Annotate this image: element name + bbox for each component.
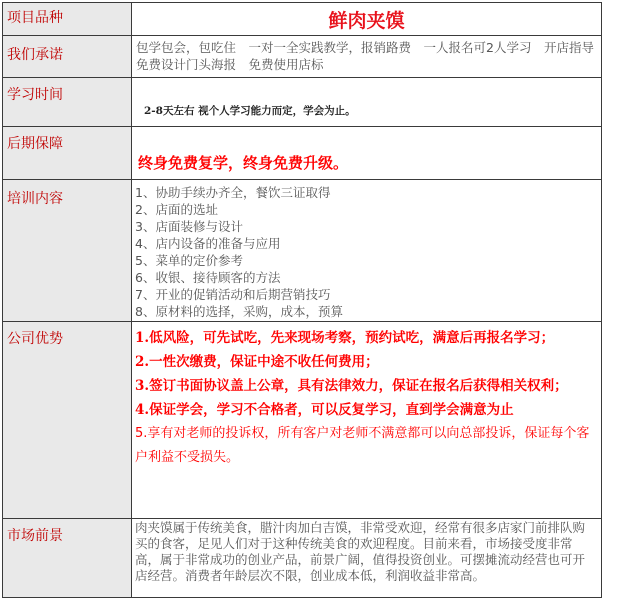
row-advantages bbox=[3, 322, 601, 519]
training-item: 5、菜单的定价参考 bbox=[135, 253, 243, 268]
label-product: 项目品种 bbox=[3, 3, 132, 35]
advantage-item: 1.低风险，可先试吃，先来现场考察，预约试吃，满意后再报名学习； bbox=[135, 330, 555, 346]
market-text: 肉夹馍属于传统美食，腊汁肉加白吉馍，非常受欢迎，经常有很多店家门前排队购买的食客，足见人们对于这种传统美食的欢迎程度。目前来看，市场接受度非常高，属于非常成功的创业产品，前景广阔，值得投资创业。可摆摊流动经营也可开店经营。消费者年龄层次不限，创业成本低，利润收益非常高。 bbox=[135, 520, 586, 583]
advantage-item: 3.签订书面协议盖上公章，具有法律效力，保证在报名后获得相关权利； bbox=[135, 378, 568, 394]
training-item: 2、店面的选址 bbox=[135, 202, 218, 217]
training-item: 7、开业的促销活动和后期营销技巧 bbox=[135, 287, 331, 302]
label-promise: 我们承诺 bbox=[3, 36, 132, 77]
label-guarantee: 后期保障 bbox=[3, 127, 132, 179]
label-duration: 学习时间 bbox=[3, 78, 132, 126]
advantage-item: 5.享有对老师的投诉权，所有客户对老师不满意都可以向总部投诉，保证每个客户利益不受损失。 bbox=[135, 426, 590, 465]
info-table bbox=[2, 2, 607, 598]
training-item: 1、协助手续办齐全，餐饮三证取得 bbox=[135, 185, 331, 200]
row-product bbox=[3, 3, 601, 36]
row-market bbox=[3, 519, 601, 597]
training-item: 4、店内设备的准备与应用 bbox=[135, 236, 281, 251]
advantages-list bbox=[132, 322, 601, 518]
guarantee-text: 终身免费复学，终身免费升级。 bbox=[138, 154, 349, 172]
training-item: 3、店面装修与设计 bbox=[135, 219, 243, 234]
advantage-item: 4.保证学会，学习不合格者，可以反复学习，直到学会满意为止 bbox=[135, 402, 514, 418]
duration-text: 2-8天左右 视个人学习能力而定，学会为止。 bbox=[144, 105, 356, 117]
row-training bbox=[3, 180, 601, 322]
label-advantages: 公司优势 bbox=[3, 322, 132, 518]
row-promise bbox=[3, 36, 607, 78]
product-name: 鲜肉夹馍 bbox=[328, 10, 405, 32]
row-guarantee bbox=[3, 127, 601, 180]
training-item: 8、原材料的选择，采购，成本，预算 bbox=[135, 304, 343, 319]
training-item: 6、收银、接待顾客的方法 bbox=[135, 270, 281, 285]
label-training: 培训内容 bbox=[3, 180, 132, 321]
label-market: 市场前景 bbox=[3, 519, 132, 597]
row-duration bbox=[3, 78, 601, 127]
advantage-item: 2.一性次缴费，保证中途不收任何费用； bbox=[135, 354, 379, 370]
training-list bbox=[132, 180, 601, 321]
promise-text: 包学包会，包吃住 一对一全实践教学，报销路费 一人报名可2人学习 开店指导 免费设计门头海报 免费使用店标 bbox=[136, 40, 607, 72]
